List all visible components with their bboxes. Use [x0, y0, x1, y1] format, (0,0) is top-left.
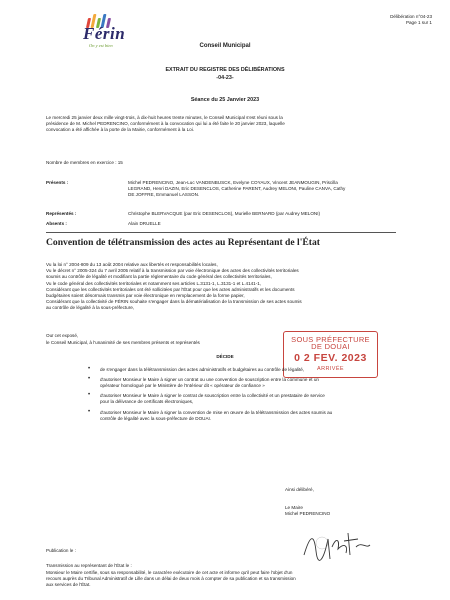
present-label: Présents : — [46, 180, 69, 185]
decision-item — [88, 366, 410, 373]
absent-list: Alain DRUELLE — [128, 221, 161, 226]
bullet-icon: • — [88, 376, 91, 382]
decision-item — [88, 392, 410, 405]
intro-paragraph — [46, 115, 406, 134]
decision-line: pour la délivrance de certificats électroniques, — [100, 399, 194, 405]
mayor-role: Le Maire — [285, 505, 303, 510]
decision-line: opérateur homologué par le Ministère de l'Intérieur dit « opérateur de confiance » — [100, 383, 265, 389]
stamp-city: DE DOUAI — [311, 342, 350, 351]
legal-line: aux services de l'État. — [46, 582, 91, 588]
legal-notice — [46, 570, 406, 589]
convention-title: Convention de télétransmission des actes au Représentant de l'État — [46, 237, 320, 248]
decision-line: d'autoriser Monsieur le Maire à signer le contrat de souscription entre la collectivité et un prestataire de service — [100, 393, 325, 398]
decision-item — [88, 376, 410, 389]
logo-tagline: On y est bien — [89, 43, 113, 48]
bullet-icon: • — [88, 392, 91, 398]
considerant-line: Considérant que les collectivités territoriales ont été sollicitées par l'État pour que les actes administratifs et les documents — [46, 286, 295, 292]
transmission-line: Transmission au représentant de l'État le : — [46, 563, 132, 568]
stamp-prefecture: SOUS PRÉFECTURE — [291, 335, 370, 344]
deliberation-ref — [312, 14, 432, 26]
decision-line: d'autoriser Monsieur le Maire à signer la convention de mise en œuvre de la télétransmission des actes soumis au — [100, 410, 333, 415]
absent-label: Absents : — [46, 221, 67, 226]
considerant-line: Vu le code général des collectivités territoriales et notamment ses articles L.3131-1, L.3131-1 et L.4141-1, — [46, 280, 262, 286]
represented-label: Représentés : — [46, 211, 77, 216]
mayor-name: Michel PEDRENCINO — [285, 511, 331, 516]
council-decides-line: le Conseil Municipal, à l'unanimité de ses membres présents et représentés — [46, 340, 200, 345]
publication-line: Publication le : — [46, 548, 76, 553]
decision-line: de s'engager dans la télétransmission des actes administratifs et budgétaires au contrôle de légalité, — [100, 367, 305, 372]
conseil-title: Conseil Municipal — [199, 43, 251, 49]
legal-line: recours auprès du Tribunal Administratif de Lille dans un délai de deux mois à compter de sa publication et sa transmission — [46, 576, 296, 582]
divider — [46, 232, 396, 233]
represented-list: Christophe BLERVACQUE (par Eric DESENCLOS), Murielle BERNARD (par Audrey MELONI) — [128, 211, 321, 216]
bullet-icon: • — [88, 366, 91, 372]
present-list — [128, 180, 408, 199]
present-line: DE JOFFRE, Emmanuel LASSON. — [128, 192, 200, 198]
considerant-line: Vu le décret n° 2005-324 du 7 avril 2005 relatif à la transmission par voie électronique des actes des collectivités territoriales — [46, 268, 299, 274]
decision-item — [88, 409, 410, 422]
considerant-line: budgétaires soient désormais transmis par voie électronique en remplacement de la forme papier, — [46, 293, 245, 299]
logo-word: Férin — [83, 24, 126, 43]
members-count: Nombre de membres en exercice : 15 — [46, 160, 123, 165]
decision-line: d'autoriser Monsieur le Maire à signer un contrat ou une convention de souscription entre la commune et un — [100, 377, 319, 382]
bullet-icon: • — [88, 409, 91, 415]
considerant-line: au contrôle de légalité à la sous-préfecture, — [46, 305, 135, 311]
decide-heading: DÉCIDE — [216, 354, 234, 359]
considerant-line: soumis au contrôle de légalité et modifiant la partie réglementaire du code général des collectivités territoriales, — [46, 274, 272, 280]
intro-line: présidence de M. Michel PEDRENCINO, conformément à la convocation qui lui a été faite le 20 janvier 2023, laquelle — [46, 121, 285, 127]
expose-line: Ouï cet exposé, — [46, 333, 79, 338]
intro-line: convocation a été affichée à la porte de la Mairie, conformément à la Loi. — [46, 127, 195, 133]
considerant-line: Considérant que la collectivité de FÉRIN souhaite s'engager dans la dématérialisation de la transmission de ses actes soumis — [46, 299, 302, 305]
seance-title: Séance du 25 Janvier 2023 — [190, 97, 260, 103]
considerant-line: Vu la loi n° 2004-809 du 13 août 2004 relative aux libertés et responsabilités locales, — [46, 262, 218, 267]
considerants — [46, 262, 406, 312]
stamp-date: 0 2 FEV. 2023 — [294, 352, 367, 364]
ref-number: Délibération n°04-23 — [390, 14, 432, 19]
decision-line: contrôle de légalité avec la sous-préfecture de DOUAI. — [100, 416, 212, 422]
intro-line: Le mercredi 25 janvier deux mille vingt-trois, à dix-huit heures trente minutes, le Conseil Municipal s'est réuni sous la — [46, 115, 283, 120]
deliberation-number: -04-23- — [216, 75, 234, 81]
legal-line: Monsieur le Maire certifie, sous sa responsabilité, le caractère exécutoire de cet acte et informe qu'il peut faire l'objet d'un — [46, 570, 293, 575]
mayor-signature — [300, 525, 380, 565]
present-line: LEGRAND, Henri DAZIN, Eric DESENCLOS, Catherine PARENT, Audrey MELONI, Pauline CANVA, Cathy — [128, 186, 346, 192]
present-line: Michel PEDRENCINO, Jean-Luc VANDENBUSCK, Evelyne COYAUX, Vincent JEANMOUGIN, Priscilla — [128, 180, 338, 185]
page-number: Page 1 sur 1 — [405, 20, 432, 26]
ainsi-delibere: Ainsi délibéré, — [285, 487, 314, 492]
extrait-title: EXTRAIT DU REGISTRE DES DÉLIBÉRATIONS — [165, 67, 285, 73]
stamp-status: ARRIVÉE — [317, 366, 344, 372]
